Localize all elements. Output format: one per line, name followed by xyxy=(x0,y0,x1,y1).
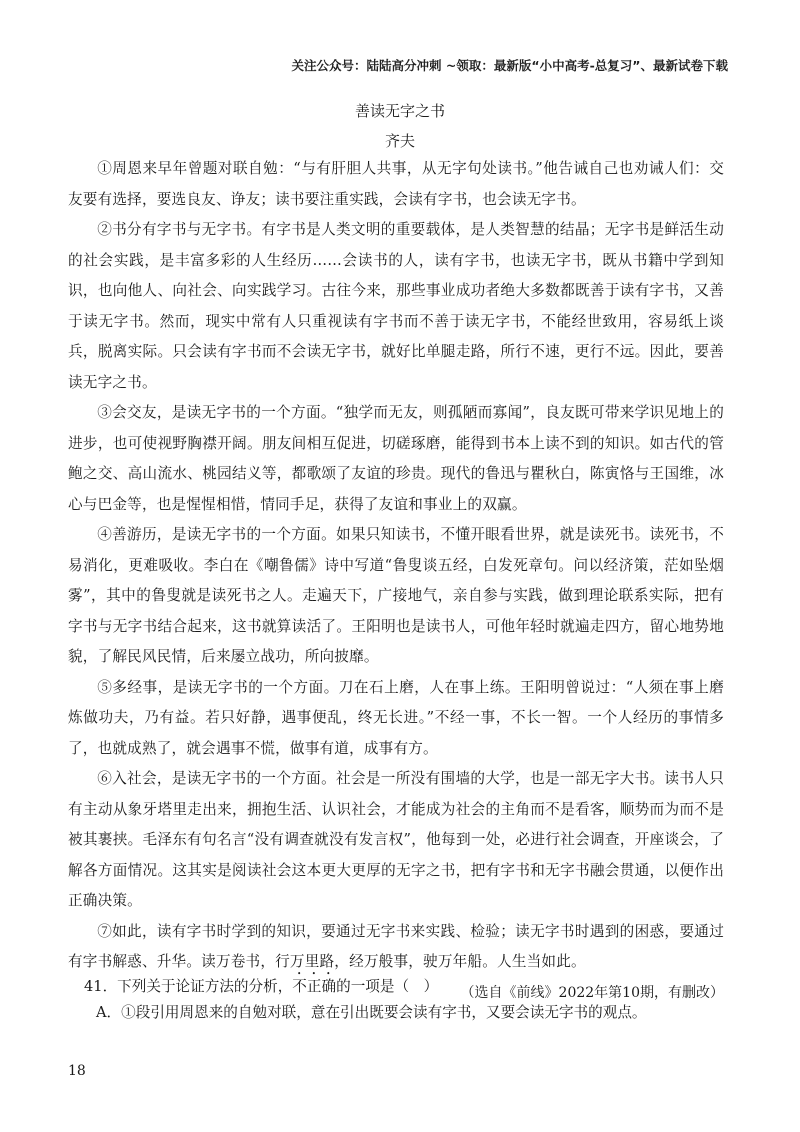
paragraph-2: ②书分有字书与无字书。有字书是人类文明的重要载体，是人类智慧的结晶；无字书是鲜活生动的社会实践，是丰富多彩的人生经历……会读书的人，读有字书，也读无字书，既从书籍中学到知识，也向他人、向社会、向实践学习。古往今来，那些事业成功者绝大多数都既善于读有字书，又善于读无字书。然而，现实中常有人只重视读有字书而不善于读无字书，不能经世致用，容易纸上谈兵，脱离实际。只会读有字书而不会读无字书，就好比单腿走路，所行不速，更行不远。因此，要善读无字之书。 xyxy=(68,221,724,391)
paragraph-5: ⑤多经事，是读无字书的一个方面。刀在石上磨，人在事上练。王阳明曾说过：“人须在事上磨炼做功夫，乃有益。若只好静，遇事便乱，终无长进。”不经一事，不长一智。一个人经历的事情多了，也就成熟了，就会遇事不慌，做事有道，成事有方。 xyxy=(68,678,724,757)
paragraph-3: ③会交友，是读无字书的一个方面。“独学而无友，则孤陋而寡闻”，良友既可带来学识见地上的进步，也可使视野胸襟开阔。朋友间相互促进，切磋琢磨，能得到书本上读不到的知识。如古代的管鲍之交、高山流水、桃园结义等，都歌颂了友谊的珍贵。现代的鲁迅与瞿秋白，陈寅恪与王国维，冰心与巴金等，也是惺惺相惜，情同手足，获得了友谊和事业上的双赢。 xyxy=(68,404,724,513)
paragraph-1: ①周恩来早年曾题对联自勉：“与有肝胆人共事，从无字句处读书。”他告诫自己也劝诫人们：交友要有选择，要选良友、诤友；读书要注重实践，会读有字书，也会读无字书。 xyxy=(68,160,724,208)
option-a: A．①段引用周恩来的自勉对联，意在引出既要会读有字书，又要会读无字书的观点。 xyxy=(96,1004,647,1021)
header-promo-note: 关注公众号：陆陆高分冲刺 ~领取：最新版“小中高考-总复习”、最新试卷下载 xyxy=(291,58,728,73)
article-body xyxy=(68,154,724,1008)
paragraph-7: ⑦如此，读有字书时学到的知识，要通过无字书来实践、检验；读无字书时遇到的困惑，要通过有字书解惑、升华。读万卷书，行万里路，经万般事，驶万年船。人生当如此。 xyxy=(68,922,724,970)
question-41 xyxy=(84,970,438,996)
question-emphasis: 不正确 xyxy=(292,978,337,995)
article-author: 齐夫 xyxy=(384,132,415,150)
paragraph-6: ⑥入社会，是读无字书的一个方面。社会是一所没有围墙的大学，也是一部无字大书。读书人只有主动从象牙塔里走出来，拥抱生活、认识社会，才能成为社会的主角而不是看客，顺势而为而不是被其裹挟。毛泽东有句名言“没有调查就没有发言权”，他每到一处，必进行社会调查，开座谈会，了解各方面情况。这其实是阅读社会这本更大更厚的无字之书，把有字书和无字书融会贯通，以便作出正确决策。 xyxy=(68,770,724,909)
paragraph-4: ④善游历，是读无字书的一个方面。如果只知读书，不懂开眼看世界，就是读死书。读死书，不易消化，更难吸收。李白在《嘲鲁儒》诗中写道“鲁叟谈五经，白发死章句。问以经济策，茫如坠烟雾”，其中的鲁叟就是读死书之人。走遍天下，广接地气，亲自参与实践，做到理论联系实际，把有字书与无字书结合起来，这书就算读活了。王阳明也是读书人，可他年轻时就遍走四方，留心地势地貌，了解民风民情，后来屡立战功，所向披靡。 xyxy=(68,526,724,665)
question-suffix: 的一项是（ ） xyxy=(336,978,439,995)
question-prefix: 41．下列关于论证方法的分析， xyxy=(84,978,293,995)
article-source: （选自《前线》2022年第10期，有删改） xyxy=(460,984,724,1001)
article-title: 善读无字之书 xyxy=(354,102,445,120)
page-number: 18 xyxy=(68,1063,86,1079)
